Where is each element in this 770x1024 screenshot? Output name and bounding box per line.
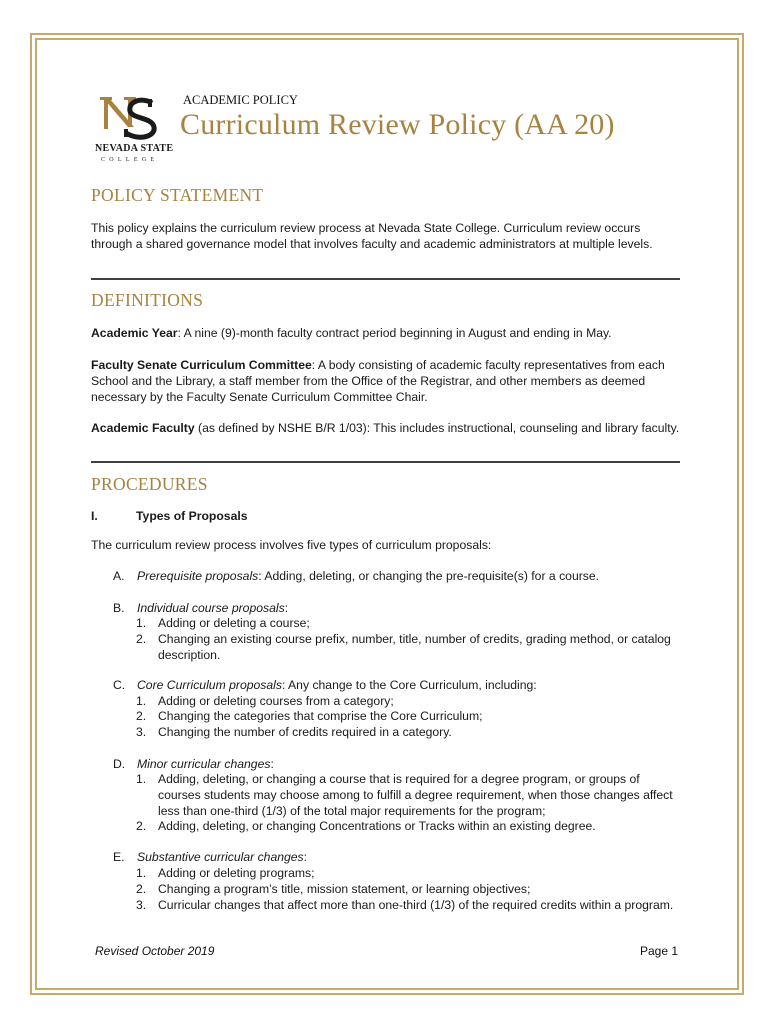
section-number: I. (91, 509, 98, 523)
footer-page-number: Page 1 (640, 944, 679, 958)
list-letter: B. (113, 601, 125, 615)
section-divider (91, 278, 680, 280)
proposal-text: : (303, 850, 308, 864)
list-letter: C. (113, 678, 126, 692)
heading-policy-statement: POLICY STATEMENT (91, 185, 264, 205)
proposal-label: Minor curricular changes (137, 757, 271, 771)
list-letter: A. (113, 569, 125, 583)
procedures-intro: The curriculum review process involves five types of curriculum proposals: (91, 538, 492, 552)
footer-revised-date: Revised October 2019 (95, 944, 215, 958)
policy-statement-text: This policy explains the curriculum review process at Nevada State College. Curriculum review occurs through a shared governance model that involves faculty and academic administrators at multiple levels. (91, 221, 653, 251)
proposal-label: Prerequisite proposals (137, 569, 259, 583)
definition-academic-year (91, 325, 683, 341)
definition-term: Faculty Senate Curriculum Committee (91, 358, 312, 372)
definition-text: : A body consisting of academic faculty representatives from each School and the Library, a staff member from the Office of the Registrar, and other members as deemed necessary by the Faculty Senate Curriculum Committee Chair. (91, 358, 665, 404)
proposal-text: : (284, 601, 289, 615)
definition-term: Academic Year (91, 326, 178, 340)
document-title: Curriculum Review Policy (AA 20) (180, 108, 615, 141)
logo-wordmark: NEVADA STATE (95, 143, 174, 154)
definition-academic-faculty (91, 420, 683, 436)
definition-text: (as defined by NSHE B/R 1/03): This includes instructional, counseling and library faculty. (194, 421, 680, 435)
logo-subtitle: COLLEGE (101, 157, 159, 163)
proposal-label: Individual course proposals (137, 601, 285, 615)
list-letter: D. (113, 757, 126, 771)
document-kicker: ACADEMIC POLICY (183, 93, 298, 107)
proposal-text: : Adding, deleting, or changing the pre-requisite(s) for a course. (258, 569, 600, 583)
definition-term: Academic Faculty (91, 421, 195, 435)
heading-procedures: PROCEDURES (91, 474, 208, 494)
definition-text: : A nine (9)-month faculty contract period beginning in August and ending in May. (177, 326, 612, 340)
section-title: Types of Proposals (136, 509, 248, 523)
proposal-text: : Any change to the Core Curriculum, including: (281, 678, 537, 692)
section-divider (91, 461, 680, 463)
definition-curriculum-committee (91, 357, 683, 405)
proposal-label: Core Curriculum proposals (137, 678, 282, 692)
proposal-label: Substantive curricular changes (137, 850, 304, 864)
heading-definitions: DEFINITIONS (91, 290, 204, 310)
list-letter: E. (113, 850, 125, 864)
proposal-text: : (270, 757, 274, 771)
